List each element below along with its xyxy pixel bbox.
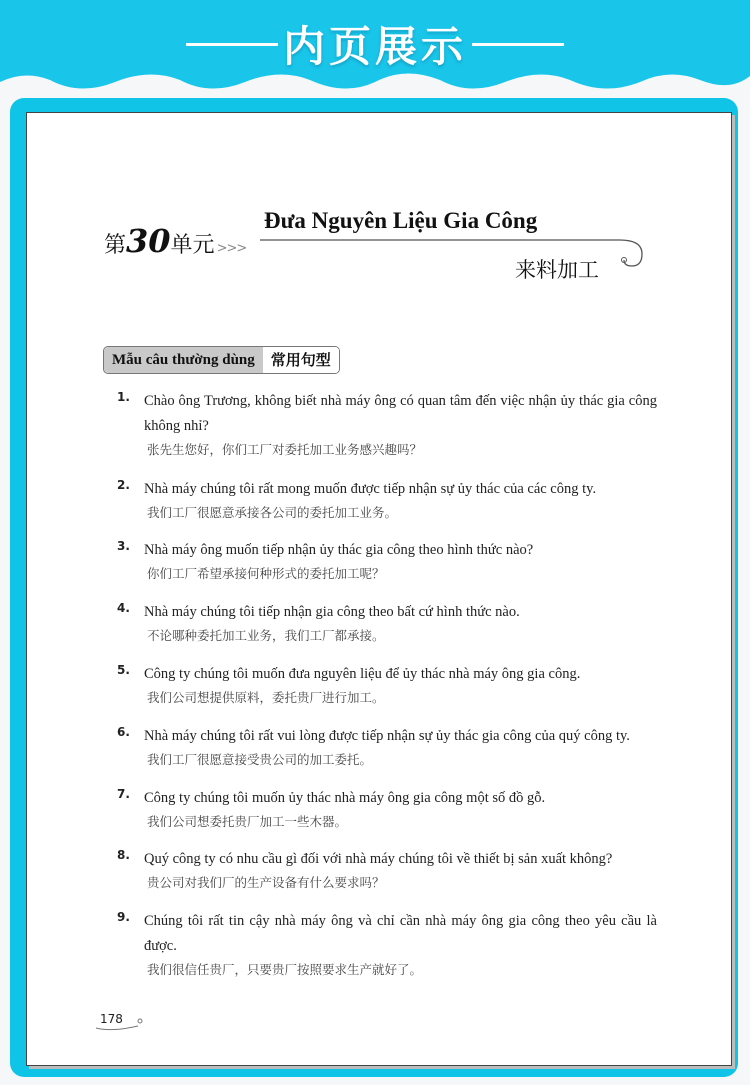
sentence-item (117, 786, 657, 832)
sentence-vi: Chào ông Trương, không biết nhà máy ông có quan tâm đến việc nhận ủy thác gia công không nhỉ? (144, 393, 657, 434)
unit-number: 30 (126, 222, 171, 260)
lesson-title-zh: 来料加工 (515, 258, 599, 282)
sentence-vi: Công ty chúng tôi muốn đưa nguyên liệu để ủy thác nhà máy ông gia công. (144, 666, 581, 682)
sentence-item (117, 724, 657, 770)
sentence-number: 7. (117, 787, 130, 801)
sentence-item (117, 600, 657, 646)
sentence-item (117, 538, 657, 584)
sentence-zh: 贵公司对我们厂的生产设备有什么要求吗？ (147, 875, 385, 890)
sentence-zh: 我们很信任贵厂，只要贵厂按照要求生产就好了。 (147, 962, 423, 977)
sentence-zh: 我们公司想委托贵厂加工一些木器。 (147, 814, 348, 829)
sentence-number: 3. (117, 539, 130, 553)
sentence-number: 4. (117, 601, 130, 615)
page-number: 178 (100, 1012, 123, 1026)
sentence-vi: Công ty chúng tôi muốn ủy thác nhà máy ông gia công một số đồ gỗ. (144, 790, 546, 806)
sentence-zh: 我们工厂很愿意接受贵公司的加工委托。 (147, 752, 373, 767)
sentence-zh: 我们公司想提供原料，委托贵厂进行加工。 (147, 690, 385, 705)
sentence-number: 1. (117, 390, 130, 404)
sentence-vi: Nhà máy chúng tôi rất vui lòng được tiếp nhận sự ủy thác gia công của quý công ty. (144, 728, 630, 744)
sentence-item (117, 389, 657, 460)
sentence-number: 9. (117, 910, 130, 924)
sentence-item (117, 909, 657, 980)
sentence-zh: 你们工厂希望承接何种形式的委托加工呢？ (147, 566, 385, 581)
sentence-zh: 我们工厂很愿意承接各公司的委托加工业务。 (147, 505, 398, 520)
sentence-vi: Quý công ty có nhu cầu gì đối với nhà máy chúng tôi về thiết bị sản xuất không? (144, 851, 613, 867)
section-label-zh: 常用句型 (263, 347, 339, 373)
sentence-vi: Nhà máy chúng tôi tiếp nhận gia công theo bất cứ hình thức nào. (144, 604, 520, 620)
section-label-vi: Mẫu câu thường dùng (104, 347, 263, 373)
sentence-zh: 张先生您好，你们工厂对委托加工业务感兴趣吗？ (147, 442, 423, 457)
unit-suffix: 单元 (170, 233, 215, 258)
sentence-zh: 不论哪种委托加工业务，我们工厂都承接。 (147, 628, 385, 643)
sentence-number: 5. (117, 663, 130, 677)
unit-heading (104, 222, 246, 260)
unit-prefix: 第 (104, 233, 127, 258)
sentence-number: 2. (117, 478, 130, 492)
sentence-item (117, 847, 657, 893)
unit-arrows: >>> (216, 241, 247, 256)
sentence-item (117, 477, 657, 523)
sentence-vi: Nhà máy chúng tôi rất mong muốn được tiếp nhận sự ủy thác của các công ty. (144, 481, 597, 497)
sentence-vi: Nhà máy ông muốn tiếp nhận ủy thác gia công theo hình thức nào? (144, 542, 534, 558)
section-tag (103, 346, 340, 374)
lesson-title-vi: Đưa Nguyên Liệu Gia Công (264, 208, 538, 233)
sentence-vi: Chúng tôi rất tin cậy nhà máy ông và chỉ cần nhà máy ông gia công theo yêu cầu là được. (144, 913, 657, 954)
sentence-number: 8. (117, 848, 130, 862)
sentence-number: 6. (117, 725, 130, 739)
sentence-item (117, 662, 657, 708)
banner-title: 内页展示 (282, 22, 467, 71)
